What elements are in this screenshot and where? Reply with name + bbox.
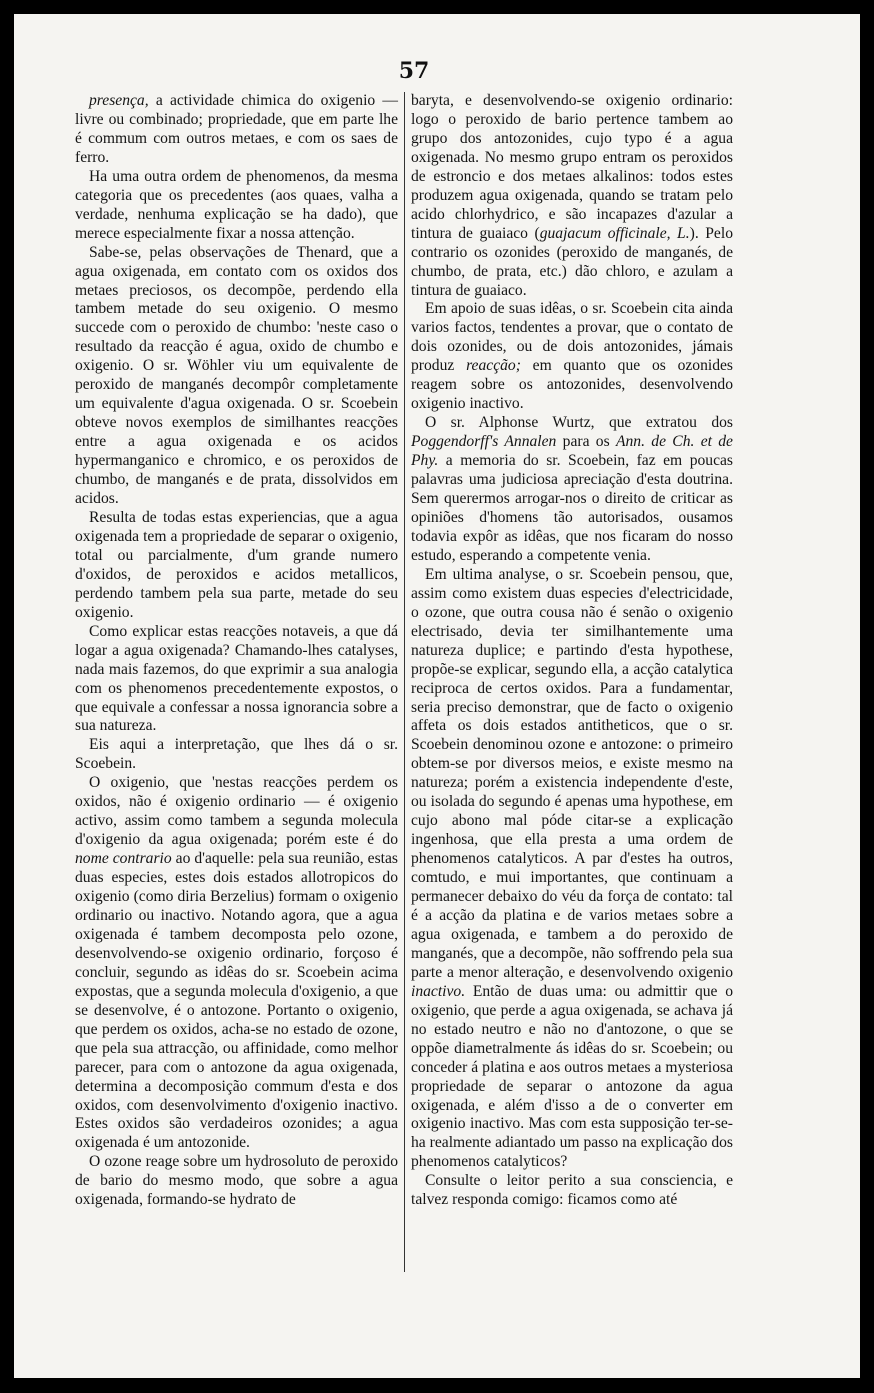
paragraph: O ozone reage sobre um hydrosoluto de peroxido de bario do mesmo modo, que sobre a agua oxigenada, formando-se hydrato de (75, 1153, 398, 1209)
paragraph: presença, a actividade chimica do oxigenio — livre ou combinado; propriedade, que em parte lhe é commum com outros metaes, e com os saes de ferro. (75, 92, 398, 166)
paragraph: baryta, e desenvolvendo-se oxigenio ordinario: logo o peroxido de bario pertence tambem ao grupo dos antozonides, cujo typo é a agua oxigenada. No mesmo grupo entram os peroxidos de estroncio e dos metaes alkalinos: todos estes produzem agua oxigenada, quando se tratam pelo acido chlorhydrico, e são incapazes d'azular a tintura de guaiaco (guajacum officinale, L.). Pelo contrario os ozonides (peroxido de manganés, de chumbo, de prata, etc.) dão chloro, e azulam a tintura de guaiaco. (411, 92, 733, 299)
left-column (75, 92, 398, 1210)
page-number: 57 (398, 58, 430, 84)
paragraph: Em apoio de suas idêas, o sr. Scoebein cita ainda varios factos, tendentes a provar, que o contato de dois ozonides, ou de dois antozonides, jámais produz reacção; em quanto que os ozonides reagem sobre os antozonides, desenvolvendo oxigenio inactivo. (411, 300, 733, 413)
italic-term: Poggendorff's Annalen (411, 433, 557, 451)
paragraph: Como explicar estas reacções notaveis, a que dá logar a agua oxigenada? Chamando-lhes catalyses, nada mais fazemos, do que exprimir a sua analogia com os phenomenos precedentemente expostos, o que equivale a confessar a nossa ignorancia sobre a sua natureza. (75, 622, 398, 735)
column-divider (404, 92, 405, 1272)
italic-lead: presença, (89, 92, 149, 109)
book-page (14, 14, 860, 1378)
italic-term: reacção; (466, 357, 521, 375)
italic-term: nome contrario (75, 850, 172, 868)
paragraph: Resulta de todas estas experiencias, que a agua oxigenada tem a propriedade de separar o oxigenio, total ou parcialmente, d'um grande numero d'oxidos, de peroxidos e acidos metallicos, perdendo tambem pela sua parte, metade do seu oxigenio. (75, 508, 398, 621)
paragraph: O oxigenio, que 'nestas reacções perdem os oxidos, não é oxigenio ordinario — é oxigenio activo, assim como tambem a segunda molecula d'oxigenio da agua oxigenada; porém este é do nome contrario ao d'aquelle: pela sua reunião, estas duas especies, estes dois estados allotropicos do oxigenio (como diria Berzelius) formam o oxigenio ordinario ou inactivo. Notando agora, que a agua oxigenada é tambem decomposta pelo ozone, desenvolvendo-se oxigenio ordinario, forçoso é concluir, segundo as idêas do sr. Scoebein acima expostas, que a segunda molecula d'oxigenio, a que se desenvolve, é o antozone. Portanto o oxigenio, que perdem os oxidos, acha-se no estado de ozone, que pela sua attracção, ou affinidade, como melhor parecer, para com o antozone da agua oxigenada, determina a decomposição commum d'esta e dos oxidos, com desenvolvimento d'oxigenio inactivo. Estes oxidos são verdadeiros ozonides; a agua oxigenada é um antozonide. (75, 774, 398, 1152)
italic-term: inactivo. (411, 982, 466, 1000)
paragraph: Ha uma outra ordem de phenomenos, da mesma categoria que os precedentes (aos quaes, valha a verdade, nenhuma explicação se ha dado), que merece especialmente fixar a nossa attenção. (75, 167, 398, 242)
italic-term: Ann. de Ch. et de Phy. (411, 433, 733, 470)
paragraph: Em ultima analyse, o sr. Scoebein pensou, que, assim como existem duas especies d'electricidade, o ozone, que outra cousa não é senão o oxigenio electrisado, devia ter similhantemente uma natureza duplice; e partindo d'esta hypothese, propõe-se explicar, segundo ella, a acção catalytica reciproca de certos oxidos. Para a fundamentar, seria preciso demonstrar, que de facto o oxigenio affeta os dois estados antitheticos, que o sr. Scoebein denominou ozone e antozone: o primeiro obtem-se por diversos meios, e existe mesmo na natureza; porém a existencia independente d'este, ou isolada do segundo é apenas uma hypothese, em cujo abono mal póde citar-se a explicação ingenhosa, que ella presta a uma ordem de phenomenos catalyticos. A par d'estes ha outros, comtudo, e mui importantes, que continuam a permanecer debaixo do véu da força de contato: tal é a acção da platina e de varios metaes sobre a agua oxigenada, e tambem a do peroxido de manganés, que a decompõe, não soffrendo pela sua parte a menor alteração, e desenvolvendo oxigenio inactivo. Então de duas uma: ou admittir que o oxigenio, que perde a agua oxigenada, se achava já no estado neutro e não no d'antozone, o que se oppõe diametralmente ás idêas do sr. Scoebein; ou conceder á platina e aos outros metaes a mysteriosa propriedade de separar o antozone da agua oxigenada, e além d'isso a de o converter em oxigenio inactivo. Mas com esta supposição ter-se-ha realmente adiantado um passo na explicação dos phenomenos catalyticos? (411, 565, 733, 1171)
paragraph: Sabe-se, pelas observações de Thenard, que a agua oxigenada, em contato com os oxidos dos metaes preciosos, os decompõe, perdendo ella tambem metade do seu oxigenio. O mesmo succede com o peroxido de chumbo: 'neste caso o resultado da reacção é agua, oxido de chumbo e oxigenio. O sr. Wöhler viu um equivalente de peroxido de manganés decompôr completamente um equivalente d'agua oxigenada. O sr. Scoebein obteve novos exemplos de similhantes reacções entre a agua oxigenada e os acidos hypermanganico e chromico, e os peroxidos de chumbo, de manganés e de prata, dissolvidos em acidos. (75, 243, 398, 508)
right-column (411, 92, 733, 1210)
paragraph: O sr. Alphonse Wurtz, que extratou dos Poggendorff's Annalen para os Ann. de Ch. et de Phy. a memoria do sr. Scoebein, faz em poucas palavras uma judiciosa apreciação d'esta doutrina. Sem querermos arrogar-nos o direito de criticar as opiniões d'homens tão autorisados, ousamos todavia expôr as idêas, que nos ficaram do nosso estudo, esperando a competente venia. (411, 414, 733, 564)
paragraph: Consulte o leitor perito a sua consciencia, e talvez responda comigo: ficamos como até (411, 1172, 733, 1209)
paragraph: Eis aqui a interpretação, que lhes dá o sr. Scoebein. (75, 736, 398, 773)
italic-term: guajacum officinale, L. (539, 224, 690, 242)
